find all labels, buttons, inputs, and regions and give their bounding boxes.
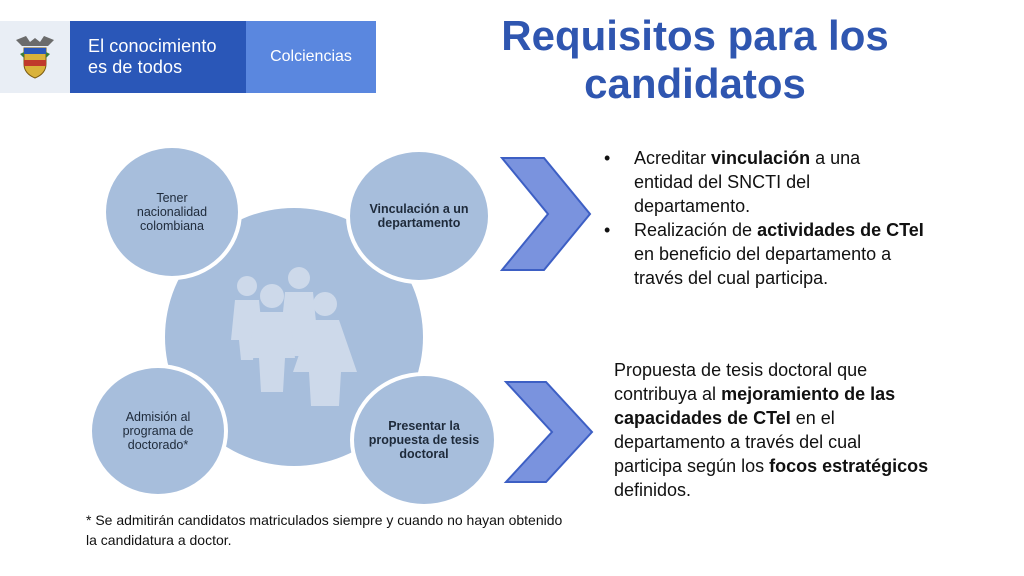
page-title: Requisitos para los candidatos [501,12,889,107]
node-label: Vinculación a un departamento [369,202,469,230]
footnote: * Se admitirán candidatos matriculados siempre y cuando no hayan obtenido la candidatura a doctor. [86,512,563,548]
node-doctoral-admission [88,364,228,498]
chevron-right-icon [498,156,594,272]
proposal-text: Propuesta de tesis doctoral que contribuya al [614,360,868,404]
bullet-text: Realización de [634,220,758,240]
proposal-bold-text: focos estratégicos [769,456,929,476]
bullet-bold-text: actividades de CTeI [757,220,924,240]
bullet-text: en beneficio del departamento a través del cual participa. [634,244,892,288]
family-people-icon [217,260,367,410]
node-label: Tener nacionalidad colombiana [136,191,208,233]
bullet-text: Acreditar [634,148,712,168]
coat-of-arms-icon [12,32,58,82]
proposal-paragraph [614,358,934,502]
brand-line-1: El conocimiento [88,36,217,56]
crest-logo [0,21,70,93]
node-label: Presentar la propuesta de tesis doctoral [368,419,480,461]
node-label: Admisión al programa de doctorado* [122,410,194,452]
bullet-item [604,146,924,218]
requirements-bullet-list [604,146,924,290]
node-nationality [102,144,242,280]
entity-name: Colciencias [246,21,376,93]
proposal-text: en el departamento a través del cual participa según los [614,408,862,476]
requirements-diagram [80,140,520,510]
node-department-link [346,148,492,284]
brand-line-2: es de todos [88,57,183,77]
brand-banner [0,21,376,93]
node-thesis-proposal [350,372,498,508]
bullet-text: a una entidad del SNCTI del departamento. [634,148,861,216]
bullet-bold-text: vinculación [711,148,811,168]
chevron-right-icon [502,380,598,484]
proposal-text: definidos. [614,480,692,500]
proposal-bold-text: mejoramiento de las capacidades de CTeI [614,384,896,428]
brand-slogan [70,21,246,93]
bullet-item [604,218,924,290]
